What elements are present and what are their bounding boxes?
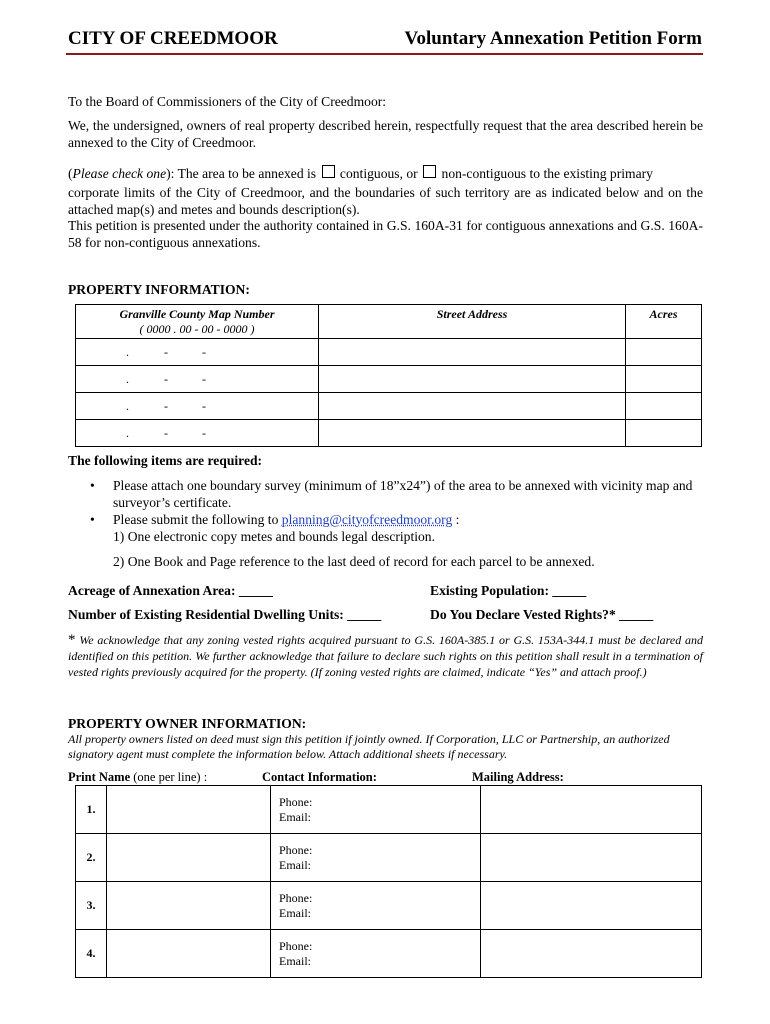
- map-number-header: Granville County Map Number ( 0000 . 00 - 00 - 0000 ): [76, 305, 319, 339]
- map-number-cell[interactable]: . - -: [76, 393, 319, 420]
- planning-email-link[interactable]: planning@cityofcreedmoor.org: [281, 512, 453, 527]
- non-contiguous-label: non-contiguous to the existing primary: [441, 166, 653, 181]
- population-field[interactable]: Existing Population: _____: [430, 583, 587, 598]
- property-section-title: PROPERTY INFORMATION:: [68, 282, 250, 297]
- owner-row: [76, 930, 702, 978]
- street-address-cell[interactable]: [319, 339, 626, 366]
- contact-header: Contact Information:: [262, 770, 377, 784]
- owner-section-title: PROPERTY OWNER INFORMATION:: [68, 716, 307, 731]
- contact-cell[interactable]: Phone: Email:: [271, 882, 481, 930]
- contiguous-label: contiguous, or: [339, 166, 418, 181]
- property-row: [76, 366, 702, 393]
- authority-paragraph: This petition is presented under the authority contained in G.S. 160A-31 for contiguous annexations and G.S. 160A-58 for non-contiguous annexations.: [68, 218, 703, 250]
- annex-type-line: (Please check one): The area to be annexed is contiguous, or non-contiguous to the existing primary: [68, 166, 653, 181]
- form-title: Voluntary Annexation Petition Form: [404, 28, 702, 49]
- owner-row: [76, 882, 702, 930]
- boundary-paragraph: corporate limits of the City of Creedmoor, and the boundaries of such territory are as indicated below and on the attached map(s) and metes and bounds description(s).: [68, 185, 703, 217]
- mailing-header: Mailing Address:: [472, 770, 564, 784]
- street-address-cell[interactable]: [319, 393, 626, 420]
- required-subitem-1: 1) One electronic copy metes and bounds legal description.: [113, 529, 435, 544]
- map-number-cell[interactable]: . - -: [76, 339, 319, 366]
- owner-table: [75, 785, 702, 978]
- required-item-submit: • Please submit the following to planning@cityofcreedmoor.org :: [90, 512, 460, 527]
- city-name: CITY OF CREEDMOOR: [68, 28, 278, 49]
- acres-cell[interactable]: [626, 339, 702, 366]
- print-name-cell[interactable]: [107, 930, 271, 978]
- street-address-header: Street Address: [319, 305, 626, 339]
- required-item-survey: • Please attach one boundary survey (minimum of 18”x24”) of the area to be annexed with vicinity map and surveyor’s certificate.: [90, 478, 693, 510]
- salutation: To the Board of Commissioners of the City of Creedmoor:: [68, 94, 387, 109]
- check-instruction: Please check one: [72, 166, 167, 181]
- row-number: 4.: [76, 930, 107, 978]
- vested-rights-footnote: * We acknowledge that any zoning vested rights acquired pursuant to G.S. 160A-385.1 or G.S. 153A-344.1 must be declared and identified on this petition. We further acknowledge that failure to declare such rights on this petition shall result in a termination of vested rights previously acquired for the property. (If zoning vested rights are claimed, indicate “Yes” and attach proof.): [68, 632, 704, 679]
- property-row: [76, 339, 702, 366]
- vested-rights-field[interactable]: Do You Declare Vested Rights?* _____: [430, 607, 654, 622]
- contiguous-checkbox[interactable]: [322, 165, 335, 178]
- mailing-address-cell[interactable]: [481, 834, 702, 882]
- mailing-address-cell[interactable]: [481, 882, 702, 930]
- contact-cell[interactable]: Phone: Email:: [271, 786, 481, 834]
- row-number: 2.: [76, 834, 107, 882]
- property-row: [76, 393, 702, 420]
- print-name-cell[interactable]: [107, 786, 271, 834]
- map-number-cell[interactable]: . - -: [76, 366, 319, 393]
- property-row: [76, 420, 702, 447]
- contact-cell[interactable]: Phone: Email:: [271, 834, 481, 882]
- row-number: 3.: [76, 882, 107, 930]
- street-address-cell[interactable]: [319, 366, 626, 393]
- print-name-cell[interactable]: [107, 834, 271, 882]
- required-list: [68, 477, 703, 570]
- property-table: [75, 304, 702, 447]
- mailing-address-cell[interactable]: [481, 786, 702, 834]
- required-subitem-2: 2) One Book and Page reference to the last deed of record for each parcel to be annexed.: [113, 554, 595, 569]
- street-address-cell[interactable]: [319, 420, 626, 447]
- owner-row: [76, 786, 702, 834]
- non-contiguous-checkbox[interactable]: [423, 165, 436, 178]
- header-rule: [66, 53, 703, 55]
- acres-cell[interactable]: [626, 420, 702, 447]
- acres-header: Acres: [626, 305, 702, 339]
- dwelling-units-field[interactable]: Number of Existing Residential Dwelling Units: _____: [68, 607, 382, 622]
- mailing-address-cell[interactable]: [481, 930, 702, 978]
- required-title: The following items are required:: [68, 453, 263, 468]
- acreage-field[interactable]: Acreage of Annexation Area: _____: [68, 583, 273, 598]
- owner-note: All property owners listed on deed must sign this petition if jointly owned. If Corporation, LLC or Partnership, an authorized signatory agent must complete the information below. Attach additional sheets if necessary.: [68, 732, 670, 761]
- contact-cell[interactable]: Phone: Email:: [271, 930, 481, 978]
- map-number-format: ( 0000 . 00 - 00 - 0000 ): [139, 322, 255, 336]
- request-paragraph: We, the undersigned, owners of real property described herein, respectfully request that the area described herein be annexed to the City of Creedmoor.: [68, 118, 703, 150]
- acres-cell[interactable]: [626, 393, 702, 420]
- row-number: 1.: [76, 786, 107, 834]
- acres-cell[interactable]: [626, 366, 702, 393]
- map-number-cell[interactable]: . - -: [76, 420, 319, 447]
- owner-row: [76, 834, 702, 882]
- print-name-header: Print Name (one per line) :: [68, 770, 208, 784]
- print-name-cell[interactable]: [107, 882, 271, 930]
